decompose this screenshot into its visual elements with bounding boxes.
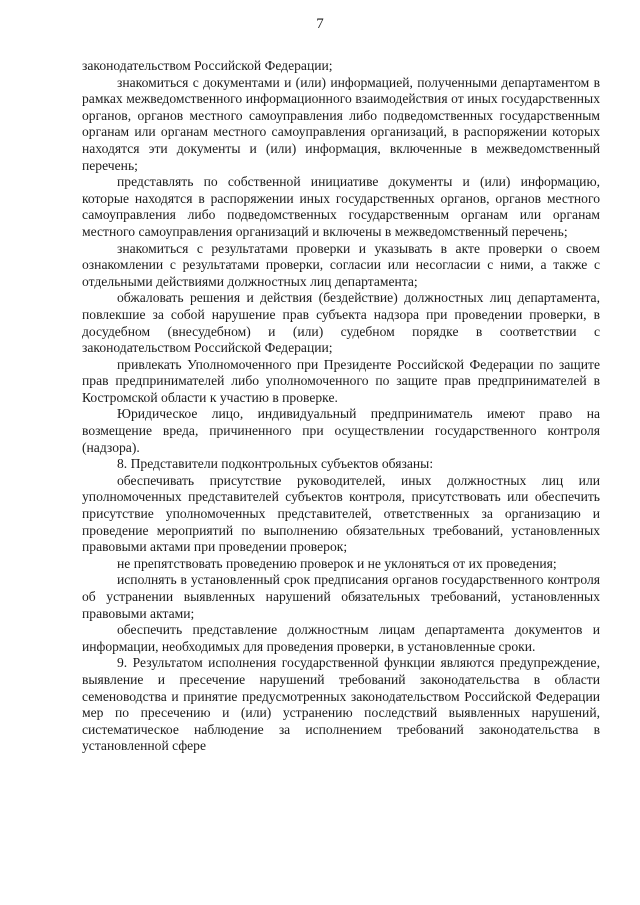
section-heading-8: 8. Представители подконтрольных субъектов обязаны: bbox=[117, 456, 434, 472]
paragraph: привлекать Уполномоченного при Президенте Российской Федерации по защите прав предпринимателей либо уполномоченного по защите прав предпринимателей в Костромской области к участию в проверке. bbox=[82, 356, 600, 405]
paragraph: обеспечить представление должностным лицам департамента документов и информации, необходимых для проведения проверки, в установленные сроки. bbox=[82, 622, 600, 654]
paragraph: Юридическое лицо, индивидуальный предприниматель имеют право на возмещение вреда, причиненного при осуществлении государственного контроля (надзора). bbox=[82, 406, 600, 455]
section-paragraph-9: 9. Результатом исполнения государственной функции являются предупреждение, выявление и пресечение нарушений требований законодательства в области семеноводства и принятие предусмотренных законодательством Российской Федерации мер по пресечению и (или) устранению последствий выявленных нарушений, систематическое наблюдение за исполнением требований законодательства в установленной сфере bbox=[82, 655, 600, 754]
paragraph: представлять по собственной инициативе документы и (или) информацию, которые находятся в распоряжении иных государственных органов, органов местного самоуправления либо подведомственных государственным органам или органам местного самоуправления организаций и включены в межведомственный перечень; bbox=[82, 174, 600, 239]
paragraph: знакомиться с результатами проверки и указывать в акте проверки о своем ознакомлении с результатами проверки, согласии или несогласии с ними, а также с отдельными действиями должностных лиц департамента; bbox=[82, 240, 600, 289]
paragraph: не препятствовать проведению проверок и не уклоняться от их проведения; bbox=[117, 555, 557, 571]
paragraph: обеспечивать присутствие руководителей, иных должностных лиц или уполномоченных представителей субъектов контроля, присутствовать или обеспечить присутствие уполномоченных представителей, ответственных за организацию и проведение мероприятий по выполнению обязательных требований, установленных правовыми актами при проведении проверок; bbox=[82, 472, 600, 555]
document-body bbox=[82, 58, 600, 755]
paragraph: знакомиться с документами и (или) информацией, полученными департаментом в рамках межведомственного информационного взаимодействия от иных государственных органов, органов местного самоуправления либо подведомственных государственным органам или органам местного самоуправления организаций, в распоряжении которых находятся эти документы и (или) информация, включенные в межведомственный перечень; bbox=[82, 74, 600, 173]
page-number: 7 bbox=[316, 16, 324, 32]
paragraph: законодательством Российской Федерации; bbox=[82, 58, 333, 73]
paragraph: обжаловать решения и действия (бездействие) должностных лиц департамента, повлекшие за собой нарушение прав субъекта надзора при проведении проверки, в досудебном (внесудебном) и (или) судебном порядке в соответствии с законодательством Российской Федерации; bbox=[82, 290, 600, 356]
paragraph: исполнять в установленный срок предписания органов государственного контроля об устранении выявленных нарушений обязательных требований, установленных правовыми актами; bbox=[82, 572, 600, 621]
